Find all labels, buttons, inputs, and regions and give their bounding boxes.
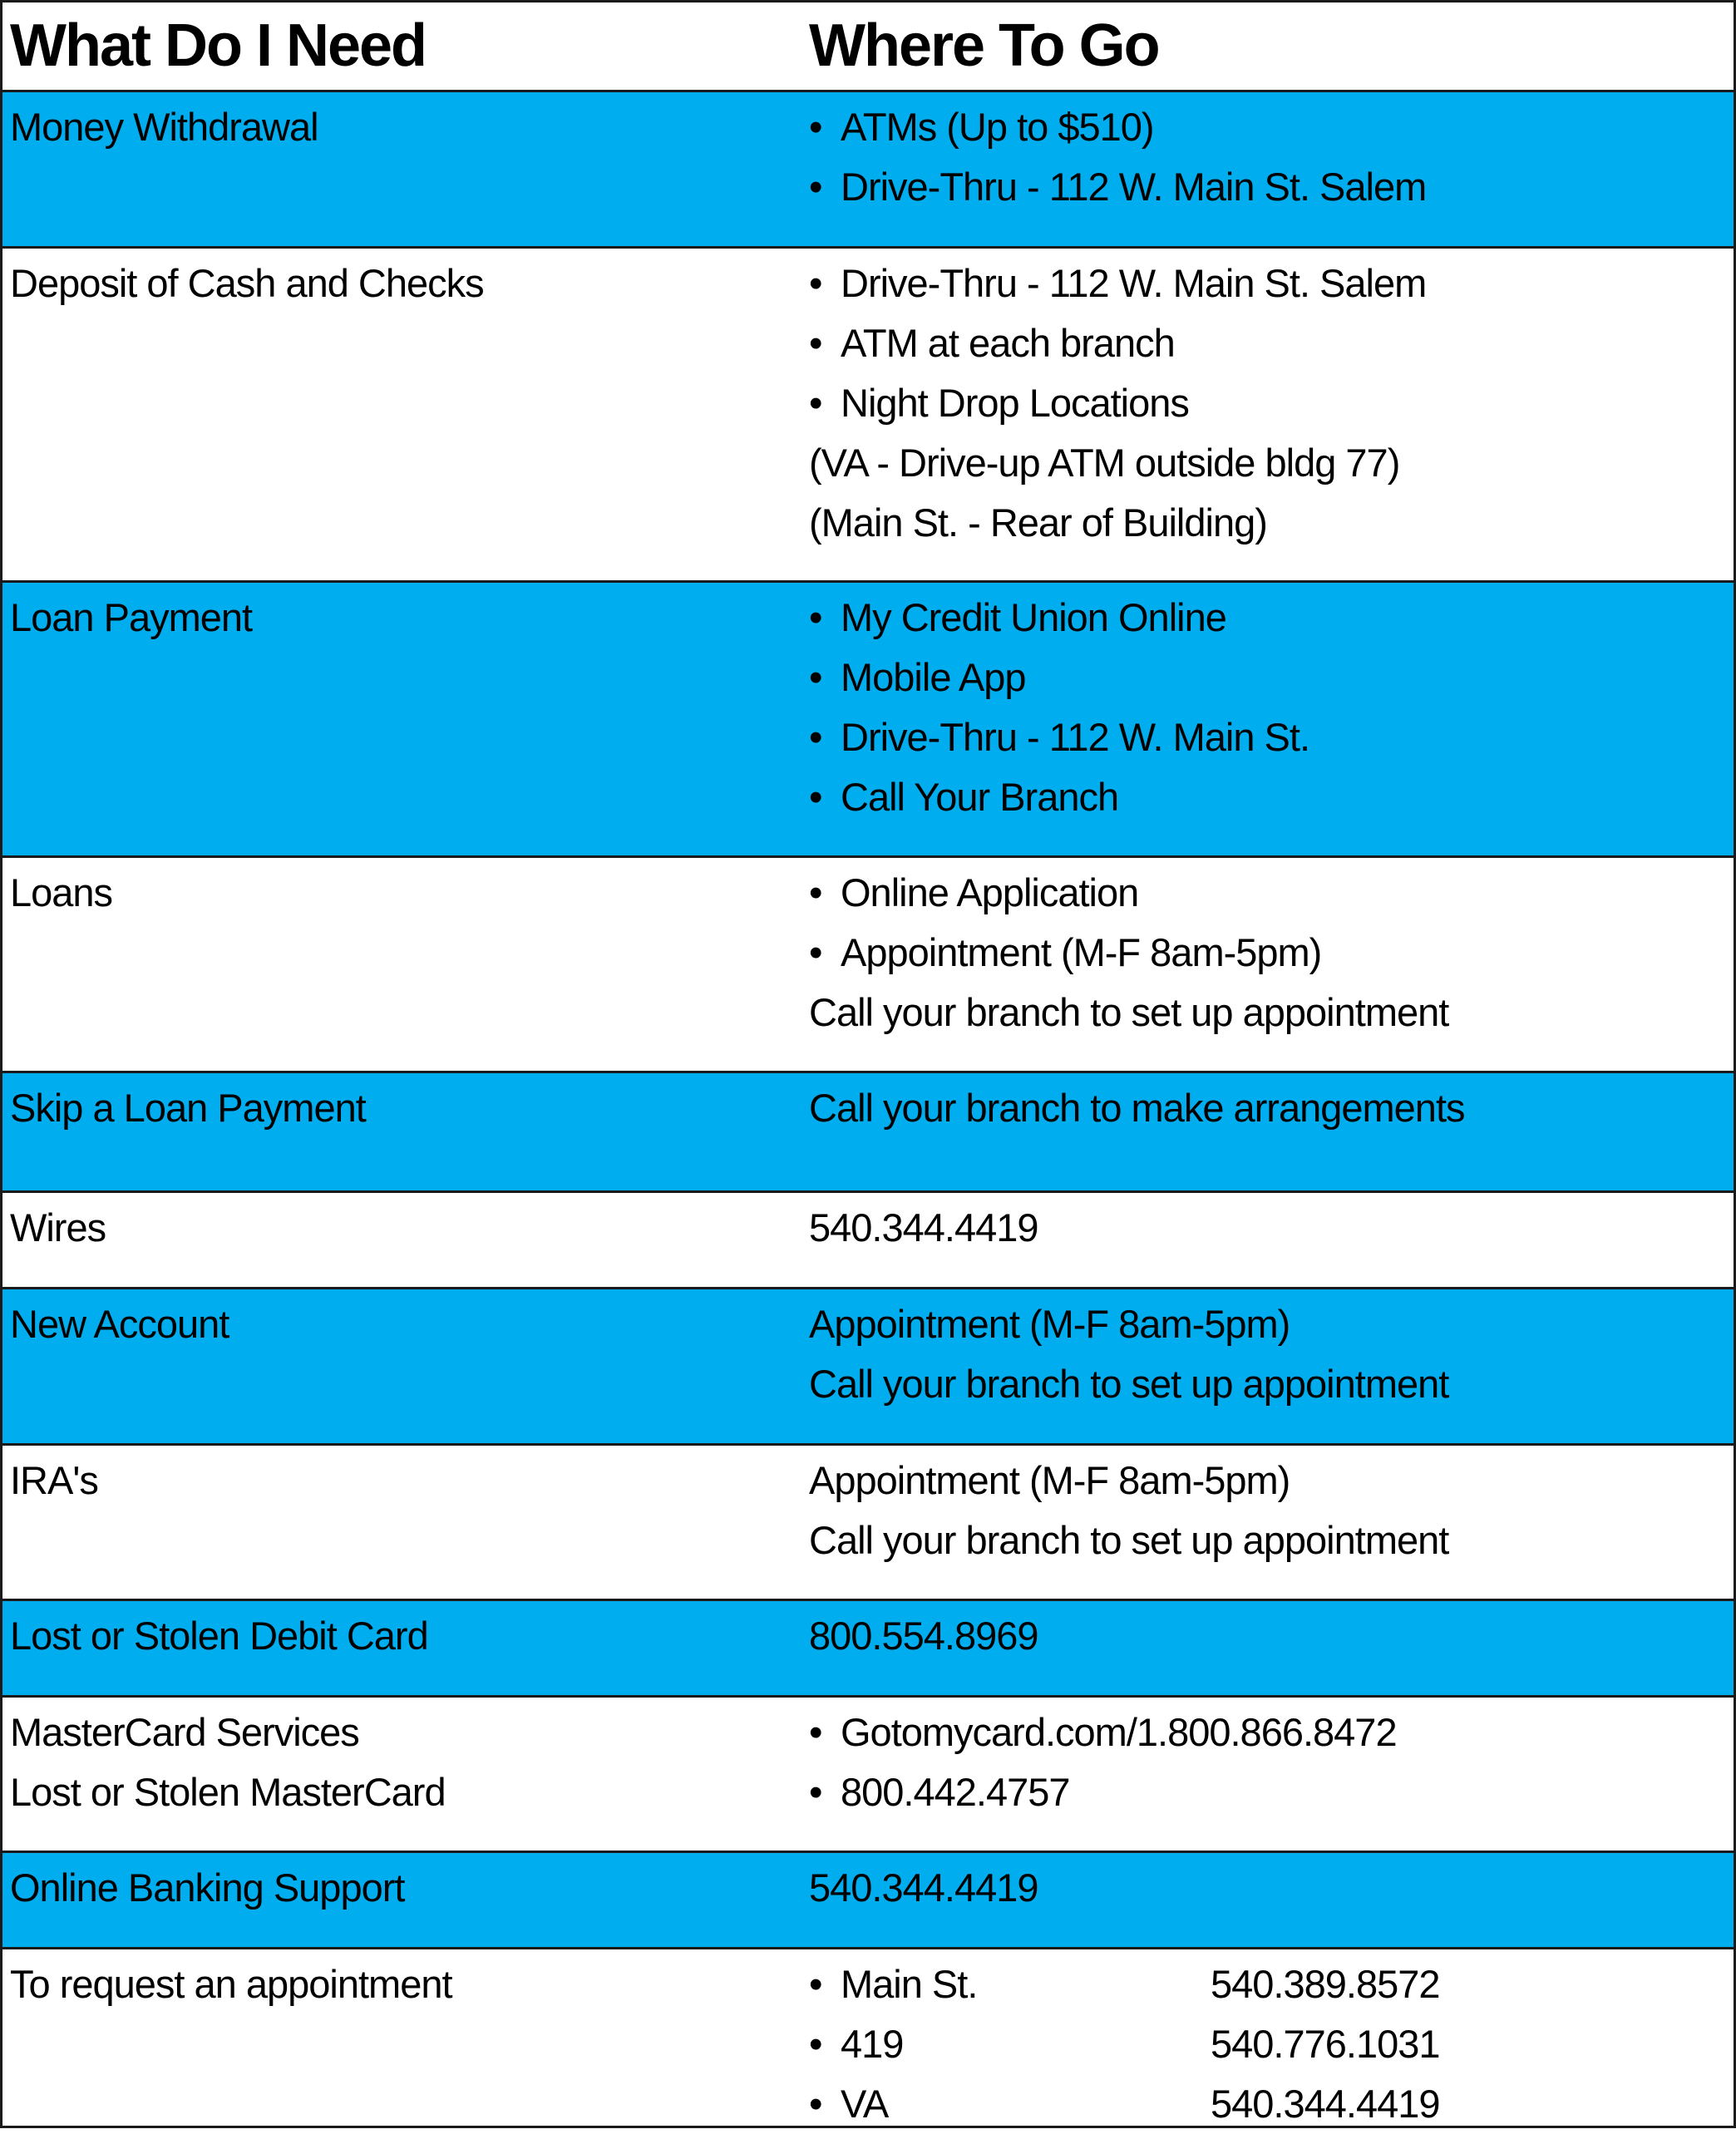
where-item: • Online Application bbox=[809, 863, 1724, 923]
where-item: • ATM at each branch bbox=[809, 313, 1724, 373]
where-note: Call your branch to set up appointment bbox=[809, 1518, 1449, 1562]
branch-phone-item bbox=[809, 2074, 1724, 2134]
where-item: • Appointment (M-F 8am-5pm) bbox=[809, 923, 1724, 983]
table-row-wires bbox=[2, 1193, 1734, 1289]
table-row-deposit bbox=[2, 249, 1734, 583]
bullet-icon: • bbox=[809, 715, 822, 759]
need-label: Lost or Stolen Debit Card bbox=[10, 1614, 428, 1658]
need-label: Lost or Stolen MasterCard bbox=[10, 1770, 446, 1814]
bullet-icon: • bbox=[809, 870, 822, 914]
need-label: IRA's bbox=[10, 1458, 98, 1502]
branch-phone-item bbox=[809, 2014, 1724, 2074]
where-item: • Gotomycard.com/1.800.866.8472 bbox=[809, 1703, 1724, 1762]
where-note: Call your branch to make arrangements bbox=[809, 1086, 1465, 1130]
bullet-icon: • bbox=[809, 2082, 822, 2126]
where-item: • ATMs (Up to $510) bbox=[809, 97, 1724, 157]
bullet-icon: • bbox=[809, 655, 822, 699]
table-header-row bbox=[2, 2, 1734, 92]
need-label: Loans bbox=[10, 870, 113, 914]
table-row-new-account bbox=[2, 1289, 1734, 1446]
table-row-loan-payment bbox=[2, 583, 1734, 858]
branch-phone: 540.776.1031 bbox=[1211, 2022, 1440, 2066]
table-row-skip-loan-payment bbox=[2, 1073, 1734, 1193]
need-label: Deposit of Cash and Checks bbox=[10, 261, 484, 305]
where-note: (VA - Drive-up ATM outside bldg 77) bbox=[809, 441, 1400, 485]
bullet-icon: • bbox=[809, 775, 822, 819]
where-item: • My Credit Union Online bbox=[809, 588, 1724, 648]
bullet-icon: • bbox=[809, 261, 822, 305]
table-row-mastercard bbox=[2, 1698, 1734, 1853]
where-item: • Drive-Thru - 112 W. Main St. bbox=[809, 707, 1724, 767]
table-row-lost-debit-card bbox=[2, 1601, 1734, 1698]
bullet-icon: • bbox=[809, 165, 822, 209]
branch-name: VA bbox=[841, 2082, 889, 2126]
bullet-icon: • bbox=[809, 1770, 822, 1814]
phone-number: 540.344.4419 bbox=[809, 1205, 1038, 1249]
bullet-icon: • bbox=[809, 321, 822, 365]
table-row-online-banking-support bbox=[2, 1853, 1734, 1949]
header-what-do-i-need: What Do I Need bbox=[10, 12, 427, 79]
table-row-request-appointment bbox=[2, 1949, 1734, 2126]
where-item: • Mobile App bbox=[809, 648, 1724, 707]
branch-phone: 540.344.4419 bbox=[1211, 2082, 1440, 2126]
branch-name: Main St. bbox=[841, 1962, 978, 2006]
table-row-iras bbox=[2, 1446, 1734, 1601]
where-note: Appointment (M-F 8am-5pm) bbox=[809, 1302, 1290, 1346]
bullet-icon: • bbox=[809, 2022, 822, 2066]
need-label: Money Withdrawal bbox=[10, 105, 318, 149]
branch-phone-item bbox=[809, 1954, 1724, 2014]
bullet-icon: • bbox=[809, 105, 822, 149]
bullet-icon: • bbox=[809, 595, 822, 639]
need-label: MasterCard Services bbox=[10, 1710, 359, 1754]
phone-number: 540.344.4419 bbox=[809, 1865, 1038, 1910]
where-note: Appointment (M-F 8am-5pm) bbox=[809, 1458, 1290, 1502]
where-item: • Drive-Thru - 112 W. Main St. Salem bbox=[809, 254, 1724, 313]
where-item: • Night Drop Locations bbox=[809, 373, 1724, 433]
bullet-icon: • bbox=[809, 381, 822, 425]
where-note: (Main St. - Rear of Building) bbox=[809, 500, 1267, 545]
need-label: Online Banking Support bbox=[10, 1865, 405, 1910]
phone-number: 800.554.8969 bbox=[809, 1614, 1038, 1658]
need-label: To request an appointment bbox=[10, 1962, 452, 2006]
where-note: Call your branch to set up appointment bbox=[809, 990, 1449, 1034]
bullet-icon: • bbox=[809, 1710, 822, 1754]
where-item: • Call Your Branch bbox=[809, 767, 1724, 827]
header-where-to-go: Where To Go bbox=[809, 12, 1159, 79]
branch-phone: 540.389.8572 bbox=[1211, 1962, 1440, 2006]
need-label: Loan Payment bbox=[10, 595, 253, 639]
need-label: Skip a Loan Payment bbox=[10, 1086, 366, 1130]
need-label: New Account bbox=[10, 1302, 229, 1346]
where-item: • Drive-Thru - 112 W. Main St. Salem bbox=[809, 157, 1724, 217]
table-row-loans bbox=[2, 858, 1734, 1073]
need-label: Wires bbox=[10, 1205, 106, 1249]
where-item: • 800.442.4757 bbox=[809, 1762, 1724, 1822]
table-row-money-withdrawal bbox=[2, 92, 1734, 249]
branch-name: 419 bbox=[841, 2022, 904, 2066]
bullet-icon: • bbox=[809, 930, 822, 974]
bullet-icon: • bbox=[809, 1962, 822, 2006]
where-note: Call your branch to set up appointment bbox=[809, 1362, 1449, 1406]
